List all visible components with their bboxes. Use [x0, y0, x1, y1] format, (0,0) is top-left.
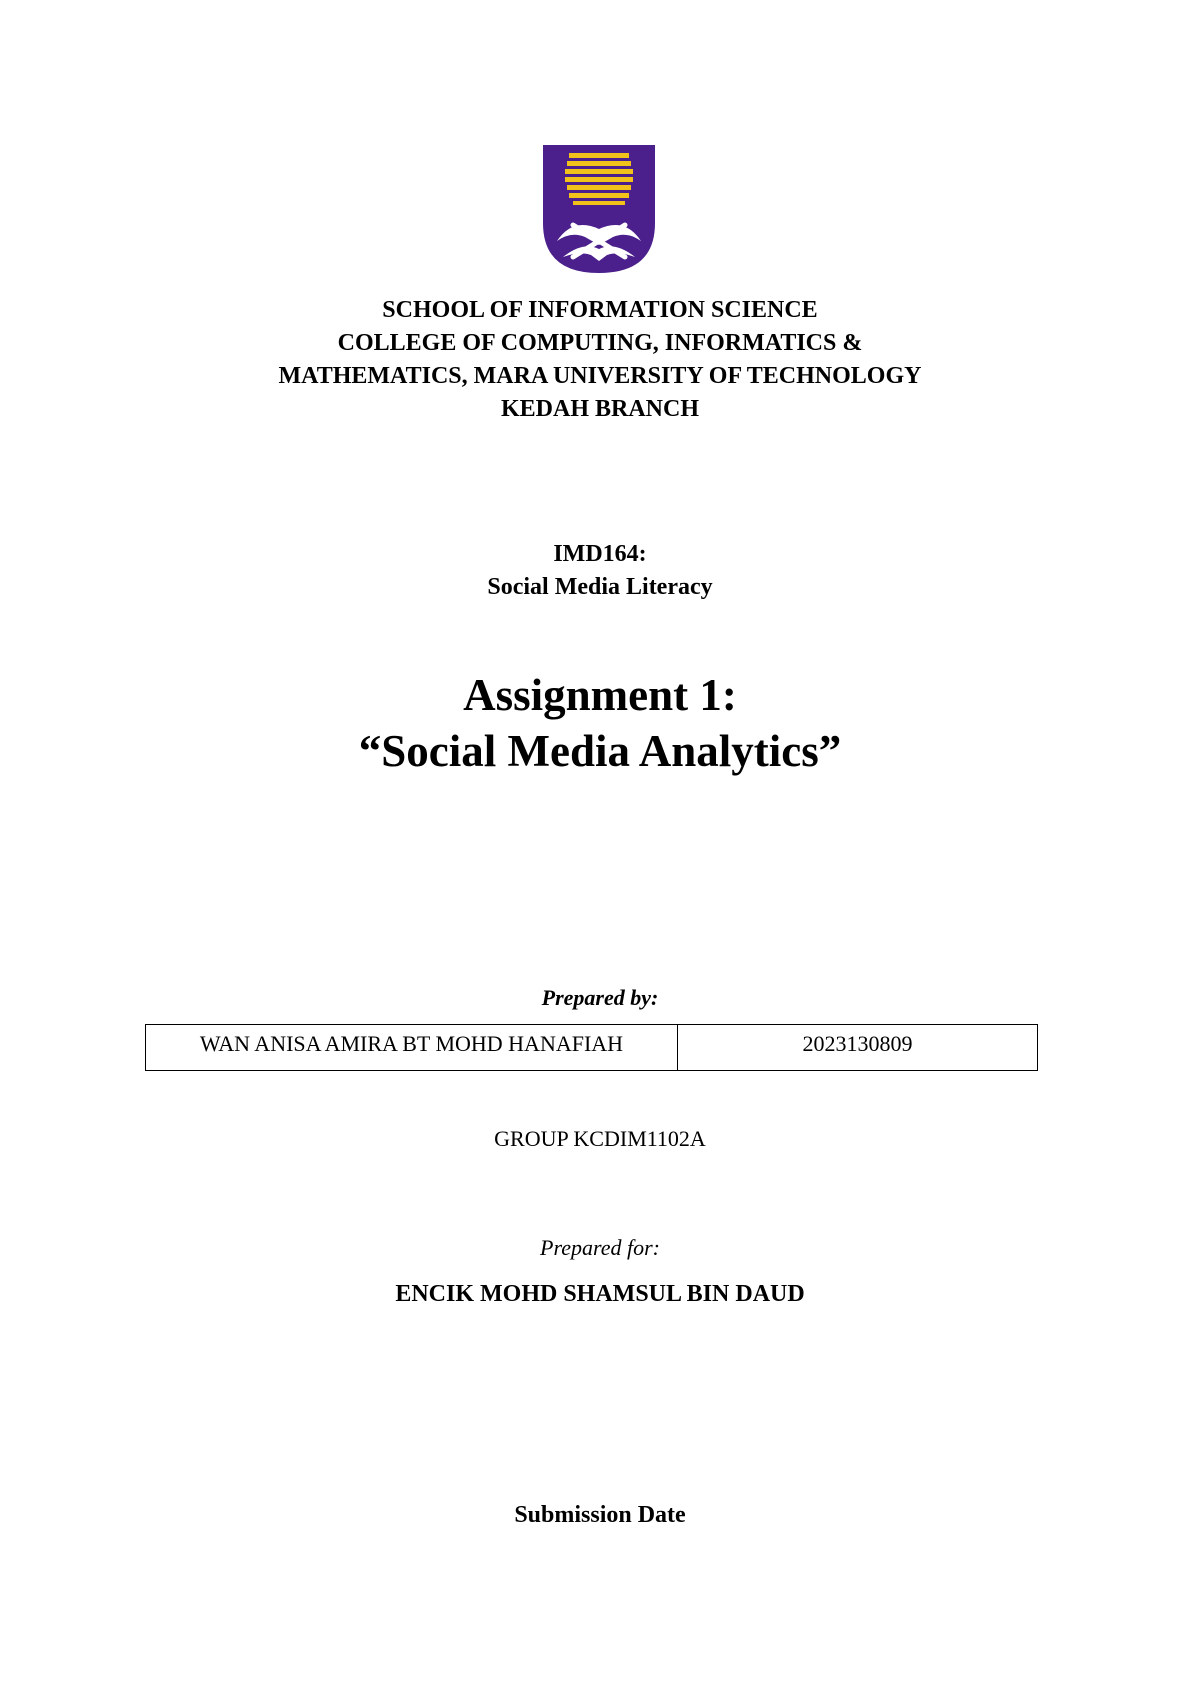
assignment-title-line-1: Assignment 1:	[463, 670, 737, 720]
institution-line-1: SCHOOL OF INFORMATION SCIENCE	[382, 297, 818, 323]
submission-date-label: Submission Date	[514, 1502, 686, 1528]
lecturer-name: ENCIK MOHD SHAMSUL BIN DAUD	[395, 1281, 805, 1307]
student-id: 2023130809	[678, 1025, 1038, 1071]
prepared-for-label: Prepared for:	[540, 1235, 660, 1260]
course-code: IMD164:	[553, 541, 647, 567]
institution-heading	[0, 294, 1200, 426]
student-table	[145, 1024, 1038, 1071]
assignment-title-line-2: “Social Media Analytics”	[358, 726, 842, 776]
institution-line-3: MATHEMATICS, MARA UNIVERSITY OF TECHNOLOGY	[278, 363, 922, 389]
assignment-title	[0, 667, 1200, 779]
institution-line-2: COLLEGE OF COMPUTING, INFORMATICS &	[337, 330, 863, 356]
student-name: WAN ANISA AMIRA BT MOHD HANAFIAH	[146, 1025, 678, 1071]
group-code: GROUP KCDIM1102A	[494, 1126, 706, 1151]
table-row	[146, 1025, 1038, 1071]
prepared-by-label: Prepared by:	[541, 985, 659, 1010]
course-info	[0, 538, 1200, 604]
course-name: Social Media Literacy	[487, 574, 713, 600]
uitm-crest-logo	[543, 145, 655, 273]
institution-line-4: KEDAH BRANCH	[500, 396, 699, 422]
